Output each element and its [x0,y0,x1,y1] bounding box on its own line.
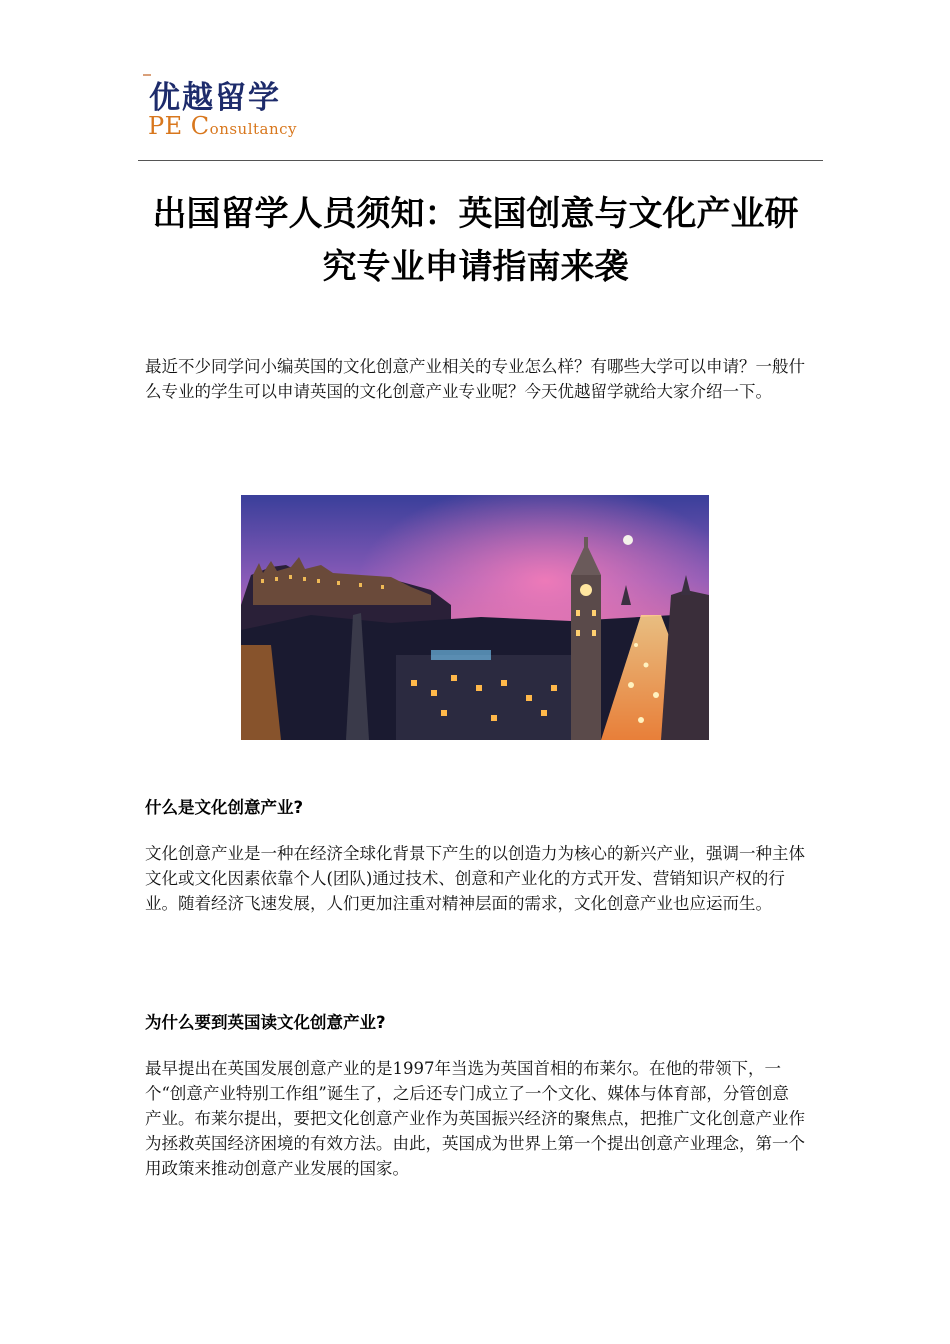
edinburgh-night-photo [241,495,709,740]
company-logo [143,70,303,150]
logo-english-text [148,112,297,140]
logo-chinese-text: 优越留学 [149,80,281,116]
logo-english-small: onsultancy [209,120,298,138]
logo-english-prefix: PE C [148,112,210,140]
section1-paragraph: 文化创意产业是一种在经济全球化背景下产生的以创造力为核心的新兴产业，强调一种主体文化或文化因素依靠个人(团队)通过技术、创意和产业化的方式开发、营销知识产权的行业。随着经济飞速发展，人们更加注重对精神层面的需求，文化创意产业也应运而生。 [145,844,805,913]
section2-paragraph: 最早提出在英国发展创意产业的是1997年当选为英国首相的布莱尔。在他的带领下，一个“创意产业特别工作组”诞生了，之后还专门成立了一个文化、媒体与体育部，分管创意产业。布莱尔提出，要把文化创意产业作为英国振兴经济的聚焦点，把推广文化创意产业作为拯救英国经济困境的有效方法。由此，英国成为世界上第一个提出创意产业理念，第一个用政策来推动创意产业发展的国家。 [145,1059,805,1178]
section1-heading: 什么是文化创意产业? [145,798,304,817]
page-title: 出国留学人员须知：英国创意与文化产业研究专业申请指南来袭 [152,194,799,287]
header-divider [138,160,823,161]
intro-paragraph: 最近不少同学问小编英国的文化创意产业相关的专业怎么样？有哪些大学可以申请？一般什么专业的学生可以申请英国的文化创意产业专业呢？今天优越留学就给大家介绍一下。 [145,357,805,401]
section2-heading: 为什么要到英国读文化创意产业? [145,1013,386,1032]
